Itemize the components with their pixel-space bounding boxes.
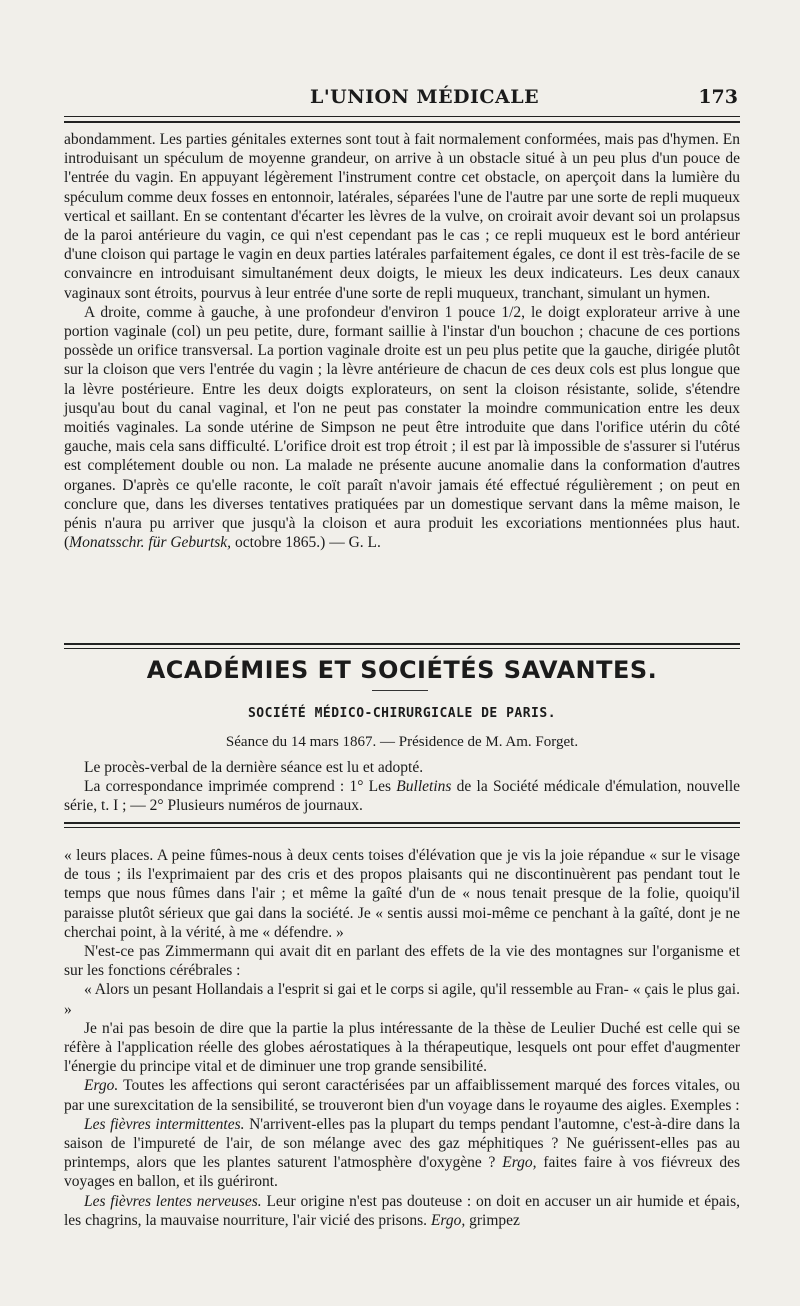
header-rule-thin — [64, 116, 740, 117]
bottom-paragraph-3 — [64, 1076, 740, 1114]
header-rule-thick — [64, 121, 740, 123]
minutes-block — [64, 758, 740, 816]
quote-2: « Alors un pesant Hollandais a l'esprit si gai et le corps si agile, qu'il ressemble au Fran- « çais le plus gai. » — [64, 981, 740, 1018]
top-article — [64, 130, 740, 552]
ergo-italic-1: Ergo. — [84, 1077, 119, 1095]
minutes-line: Le procès-verbal de la dernière séance est lu et adopté. — [84, 759, 424, 776]
bottom-paragraph-5-text: Leur origine n'est pas douteuse : on doit en accuser un air humide et épais, les chagrins, la mauvaise nourriture, l'air vicié des prisons. — [64, 1192, 740, 1229]
bottom-article — [64, 846, 740, 1230]
bottom-paragraph-3-text: Toutes les affections qui seront caractérisées par un affaiblissement marqué des forces vitales, ou par une surexcitation de la sensibilité, se trouveront bien d'un voyage dans le royaume des aigles. Exemples : — [64, 1077, 740, 1114]
correspondence-before: La correspondance imprimée comprend : 1° Les — [84, 778, 397, 796]
top-paragraph-2-text: A droite, comme à gauche, à une profondeur d'environ 1 pouce 1/2, le doigt explorateur arrive à une portion vaginale (col) un peu petite, dure, formant saillie à l'instar d'un bouchon ; chacune de ces portions possède un orifice transversal. La portion vaginale droite est un peu plus petite que la gauche, dirigée plutôt sur la cloison que vers l'entrée du vagin ; la lèvre antérieure de chacun de ces deux cols est plus longue que la lèvre postérieure. Entre les deux doigts explorateurs, on sent la cloison résistante, solide, s'étendre jusqu'au bout du canal vaginal, et l'on ne peut pas constater la moindre communication entre les deux moitiés vaginales. La sonde utérine de Simpson ne peut être introduite que dans l'orifice utérin du côté gauche, mais cela sans difficulté. L'orifice droit est trop étroit ; il est par là impossible de s'assurer si l'utérus est complétement double ou non. La malade ne présente aucune anomalie dans la conformation d'autres organes. D'après ce qu'elle raconte, le coït paraît n'avoir jamais été effectué régulièrement ; on peut en conclure que, dans les diverses tentatives pratiquées par un domestique servant dans la même maison, le pénis n'aura pu arriver que jusqu'à la cloison et aura produit les excoriations mentionnées plus haut. — [64, 303, 740, 533]
correspondence-italic: Bulletins — [396, 778, 452, 796]
section-rule-thick — [64, 643, 740, 645]
feuilleton-rule-thick — [64, 822, 740, 824]
fievres-lentes: Les fièvres lentes nerveuses. — [84, 1192, 262, 1210]
bottom-paragraph-4 — [64, 1115, 740, 1192]
top-paragraph-1: abondamment. Les parties génitales externes sont tout à fait normalement conformées, mais pas d'hymen. En introduisant un spéculum de moyenne grandeur, on arrive à un obstacle situé à un peu plus d'un pouce de l'entrée du vagin. En appuyant légèrement l'instrument contre cet obstacle, on aperçoit dans la lumière du spéculum comme deux fosses en entonnoir, latérales, séparées l'une de l'autre par une sorte de repli muqueux vertical et saillant. En se contentant d'écarter les lèvres de la vulve, on croirait avoir devant soi un prolapsus de la paroi antérieure du vagin, ce qui n'est cependant pas le cas ; ce repli muqueux est le bord antérieur d'une cloison qui partage le vagin en deux parties latérales parfaitement égales, ce dont il est très-facile de se convaincre en introduisant simultanément deux doigts, le mieux les deux indicateurs. Les deux canaux vaginaux sont étroits, pourvus à leur entrée d'une sorte de repli muqueux, tranchant, simulant un hymen. — [64, 131, 740, 302]
bottom-paragraph-4-end: faites faire à vos fiévreux des voyages en ballon, et ils guériront. — [64, 1154, 741, 1191]
seance-heading: Séance du 14 mars 1867. — Présidence de M. Am. Forget. — [225, 734, 579, 750]
correspondence-after: de la Société médicale d'émulation, nouvelle série, t. I ; — 2° Plusieurs numéros de journaux. — [64, 778, 740, 815]
ergo-italic-3: Ergo, — [430, 1211, 466, 1229]
bottom-paragraph-4-text: N'arrivent-elles pas la plupart du temps pendant l'automne, c'est-à-dire dans la saison de l'impureté de l'air, de son mélange avec des gaz méphitiques ? Ne guérissent-elles pas au printemps, alors que les plantes saturent l'atmosphère d'oxygène ? — [64, 1115, 740, 1172]
section-rule-thin — [64, 648, 740, 649]
page-number: 173 — [698, 86, 738, 108]
running-title: L'UNION MÉDICALE — [310, 86, 540, 108]
bottom-paragraph-5 — [64, 1192, 740, 1230]
quote-1: « leurs places. A peine fûmes-nous à deux cents toises d'élévation que je vis la joie répandue « sur le visage de tous ; ils l'exprimaient par des cris et des propos plaisants qui ne discontinuèrent pas pendant tout le temps que nous fûmes dans l'air ; et même la gaîté d'un de « nous tenait presque de la folie, quoiqu'il paraisse plutôt sérieux que gai dans la société. Je « sentis aussi moi-même ce penchant à la gaîté, dont je ne cherchai point, à la vérité, à me « défendre. » — [64, 847, 740, 941]
bottom-paragraph-2: Je n'ai pas besoin de dire que la partie la plus intéressante de la thèse de Leulier Duché est celle qui se réfère à l'application réelle des globes aérostatiques à la thérapeutique, lesquels ont pour effet d'augmenter l'énergie du principe vital et de diminuer une trop grande sensibilité. — [64, 1019, 740, 1076]
correspondence-line — [64, 777, 740, 815]
bottom-paragraph-1: N'est-ce pas Zimmermann qui avait dit en parlant des effets de la vie des montagnes sur l'organisme et sur les fonctions cérébrales : — [64, 943, 740, 980]
page-header — [64, 86, 740, 116]
ergo-italic-2: Ergo, — [502, 1154, 537, 1172]
citation-journal: Monatsschr. für Geburtsk, — [69, 534, 232, 552]
feuilleton-rule-thin — [64, 827, 740, 828]
section-title: ACADÉMIES ET SOCIÉTÉS SAVANTES. — [146, 656, 658, 684]
section-title-underline — [372, 690, 428, 691]
society-heading: SOCIÉTÉ MÉDICO-CHIRURGICALE DE PARIS. — [247, 706, 557, 721]
bottom-paragraph-5-end: grimpez — [465, 1211, 520, 1229]
citation-date: octobre 1865.) — G. L. — [234, 534, 381, 552]
fievres-intermittentes: Les fièvres intermittentes. — [84, 1115, 245, 1133]
top-paragraph-2: A droite, comme à gauche, à une profondeur d'environ 1 pouce 1/2, le doigt explorateur arrive à une portion vaginale (col) un peu petite, dure, formant saillie à l'instar d'un bouchon ; chacune de ces portions possède un orifice transversal. La portion vaginale droite est un peu plus petite que la gauche, dirigée plutôt sur la cloison que vers l'entrée du vagin ; la lèvre antérieure de chacun de ces deux cols est plus longue que la lèvre postérieure. Entre les deux doigts explorateurs, on sent la cloison résistante, solide, s'étendre jusqu'au bout du canal vaginal, et l'on ne peut pas constater la moindre communication entre les deux moitiés vaginales. La sonde utérine de Simpson ne peut être introduite que dans l'orifice utérin du côté gauche, mais cela sans difficulté. L'orifice droit est trop étroit ; il est par là impossible de s'assurer si l'utérus est complétement double ou non. La malade ne présente aucune anomalie dans la conformation d'autres organes. D'après ce qu'elle raconte, le coït paraît n'avoir jamais été effectué régulièrement ; on peut en conclure que, dans les diverses tentatives pratiquées par un domestique servant dans la même maison, le pénis n'aura pu arriver que jusqu'à la cloison et aura produit les excoriations mentionnées plus haut. (Monatsschr. für Geburtsk, octobre 1865.) — G. L. — [64, 303, 740, 552]
